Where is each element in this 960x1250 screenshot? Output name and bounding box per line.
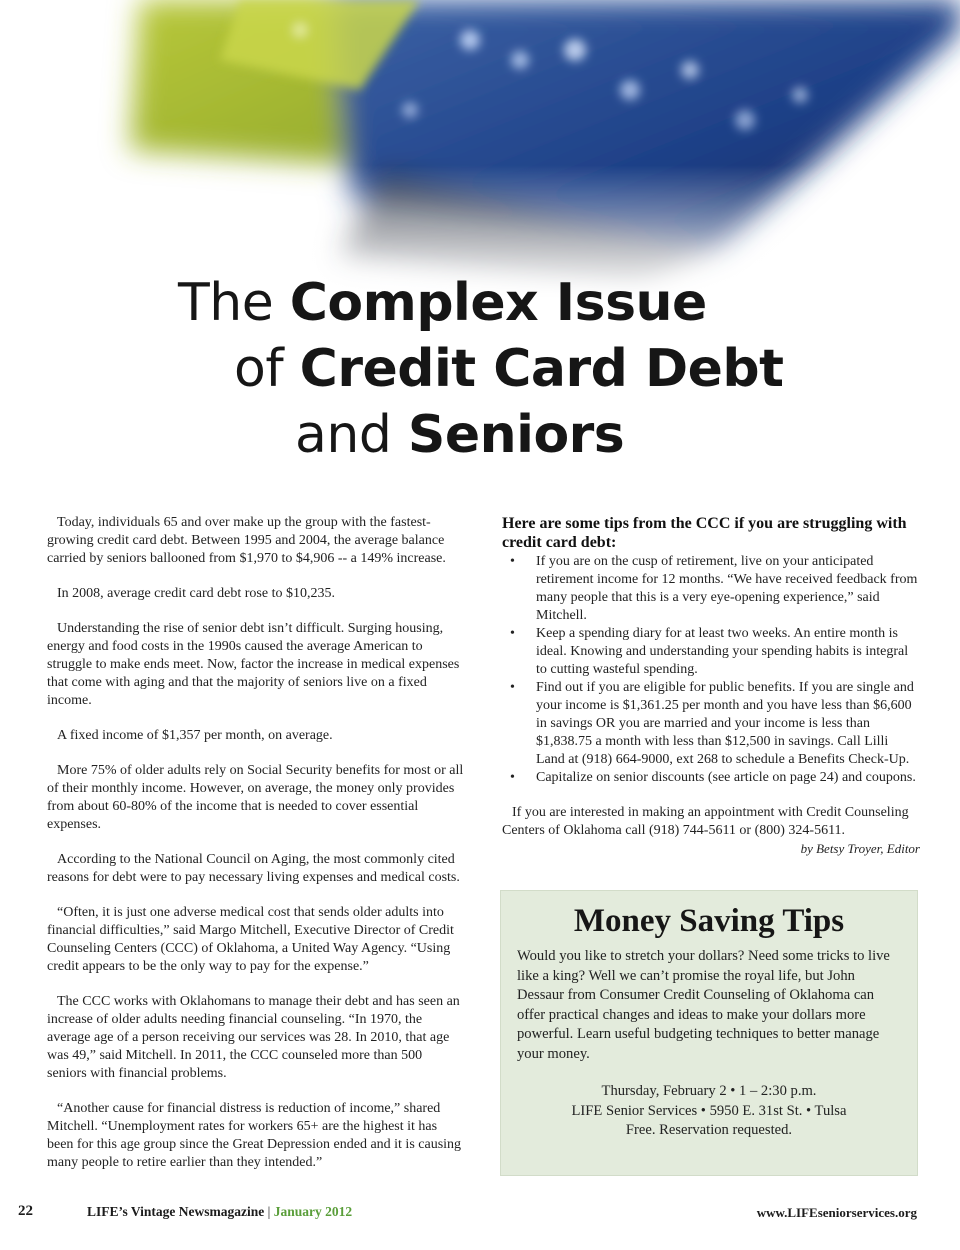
page-number: 22: [18, 1203, 33, 1219]
tip-text: Keep a spending diary for at least two weeks. An entire month is ideal. Knowing and understanding your spending habits is integral to cutting wasteful spending.: [536, 626, 909, 677]
title-line-1: [178, 272, 707, 334]
list-item: [502, 625, 920, 679]
website-link[interactable]: www.LIFEseniorservices.org: [756, 1205, 917, 1220]
tips-section: [502, 514, 920, 858]
footer-separator: |: [267, 1204, 271, 1219]
event-date-time: Thursday, February 2 • 1 – 2:30 p.m.: [601, 1083, 817, 1099]
article-paragraph: In 2008, average credit card debt rose to $10,235.: [57, 586, 335, 601]
page-footer: [0, 1203, 960, 1227]
tip-text: Find out if you are eligible for public benefits. If you are single and your income is $1,361.25 per month and you have less than $6,600 in savings OR you are married and your income is less than $1,838.75 a month with less than $12,500 in savings. Call Lilli Land at (918) 664-9000, ext 268 to schedule a Benefits Check-Up.: [536, 680, 914, 767]
title-line-2: [234, 338, 783, 400]
magazine-name: [87, 1204, 352, 1220]
article-body: [47, 514, 465, 1189]
event-location: LIFE Senior Services • 5950 E. 31st St. • Tulsa: [571, 1102, 847, 1119]
title-line-3: [295, 404, 624, 466]
box-title: Money Saving Tips: [573, 903, 845, 939]
title-thin-word: The: [178, 273, 274, 333]
title-thin-word: of: [234, 339, 284, 399]
article-paragraph: “Often, it is just one adverse medical cost that sends older adults into financial difficulties,” said Margo Mitchell, Executive Director of Credit Counseling Centers (CCC) of Oklahoma, a United Way Agency. “Using credit appears to be the only way to pay for the expense.”: [47, 905, 454, 974]
issue-date: January 2012: [273, 1204, 353, 1219]
contact-paragraph: If you are interested in making an appointment with Credit Counseling Centers of Oklahoma call (918) 744-5611 or (800) 324-5611.: [502, 805, 909, 838]
magazine-title: LIFE’s Vintage Newsmagazine: [87, 1204, 265, 1219]
box-description: Would you like to stretch your dollars? Need some tricks to live like a king? Well we can’t promise the royal life, but John Dessaur from Consumer Credit Counseling of Oklahoma can offer practical changes and ideas to make your dollars more powerful. Learn useful budgeting techniques to better manage your money.: [517, 948, 890, 1062]
bullet-icon: •: [510, 770, 515, 785]
event-reservation-note: Free. Reservation requested.: [625, 1122, 793, 1138]
title-thin-word: and: [295, 405, 392, 465]
event-details: [517, 1082, 901, 1141]
list-item: [502, 769, 920, 787]
bullet-icon: •: [510, 554, 515, 569]
byline: by Betsy Troyer, Editor: [800, 841, 920, 856]
article-paragraph: Understanding the rise of senior debt isn’t difficult. Surging housing, energy and food costs in the 1990s caused the average American to struggle to make ends meet. Now, factor the increase in medical expenses that come with aging and that the majority of seniors live on a fixed income.: [47, 621, 460, 708]
list-item: [502, 679, 920, 769]
article-paragraph: Today, individuals 65 and over make up the group with the fastest-growing credit card debt. Between 1995 and 2004, the average balance carried by seniors ballooned from $1,970 to $4,906 -- a 149% increase.: [47, 515, 446, 566]
article-paragraph: More 75% of older adults rely on Social Security benefits for most or all of their monthly income. However, on average, the money only provides from about 60-80% of the income that is needed to cover essential expenses.: [47, 763, 464, 832]
money-saving-tips-box: [500, 890, 918, 1176]
tips-list: [502, 553, 920, 787]
list-item: [502, 553, 920, 625]
article-paragraph: According to the National Council on Aging, the most commonly cited reasons for debt were to pay necessary living expenses and medical costs.: [47, 852, 460, 885]
bullet-icon: •: [510, 626, 515, 641]
tip-text: Capitalize on senior discounts (see article on page 24) and coupons.: [536, 770, 916, 785]
title-bold-words: Complex Issue: [289, 273, 707, 333]
tips-heading: Here are some tips from the CCC if you are struggling with credit card debt:: [502, 515, 907, 551]
article-paragraph: “Another cause for financial distress is reduction of income,” shared Mitchell. “Unemployment rates for workers 65+ are the highest it has been for this age group since the Great Depression ended and it is causing many people to retire earlier than they intended.”: [47, 1101, 462, 1170]
credit-cards-photo: [0, 0, 960, 300]
article-paragraph: The CCC works with Oklahomans to manage their debt and has seen an increase of older adults needing financial counseling. “In 1970, the average age of a person receiving our services was 28. In 2010, that age was 49,” said Mitchell. In 2011, the CCC counseled more than 500 seniors with financial problems.: [47, 994, 460, 1081]
title-bold-words: Credit Card Debt: [299, 339, 784, 399]
article-paragraph: A fixed income of $1,357 per month, on average.: [57, 728, 333, 743]
title-bold-words: Seniors: [407, 405, 625, 465]
tip-text: If you are on the cusp of retirement, live on your anticipated retirement income for 12 months. “We have received feedback from many people that this is a very eye-opening experience,” said Mitchell.: [536, 554, 918, 623]
bullet-icon: •: [510, 680, 515, 695]
